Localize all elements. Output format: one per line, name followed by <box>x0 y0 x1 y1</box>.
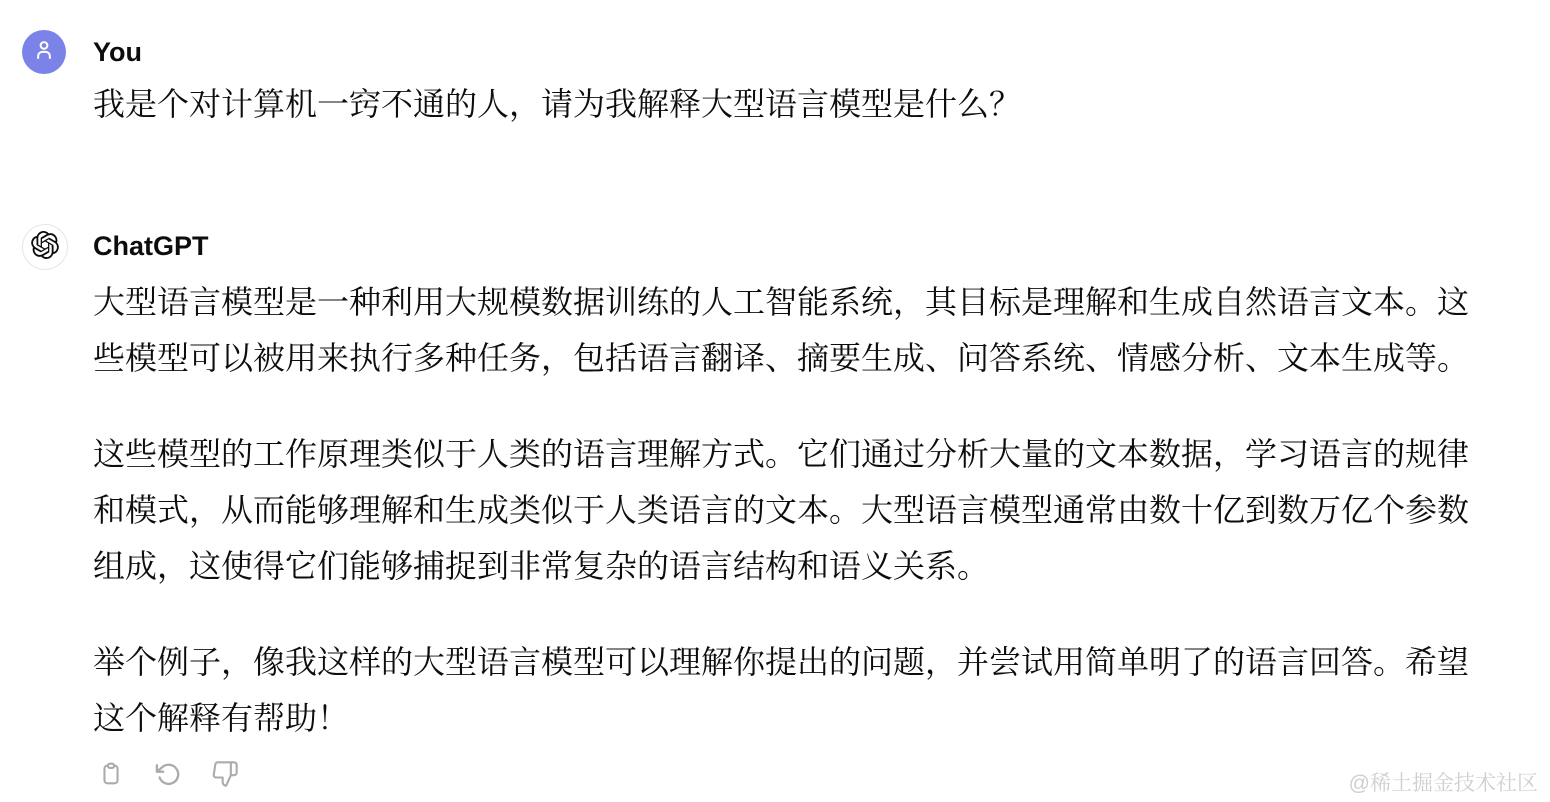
user-avatar <box>22 30 66 74</box>
regenerate-button[interactable] <box>152 758 184 790</box>
assistant-paragraph: 这些模型的工作原理类似于人类的语言理解方式。它们通过分析大量的文本数据，学习语言的规律和模式，从而能够理解和生成类似于人类语言的文本。大型语言模型通常由数十亿到数万亿个参数组成，这使得它们能够捕捉到非常复杂的语言结构和语义关系。 <box>93 436 1470 584</box>
assistant-paragraph: 大型语言模型是一种利用大规模数据训练的人工智能系统，其目标是理解和生成自然语言文本。这些模型可以被用来执行多种任务，包括语言翻译、摘要生成、问答系统、情感分析、文本生成等。 <box>93 284 1470 376</box>
user-message-content <box>93 36 1472 132</box>
openai-logo-icon <box>31 231 59 264</box>
watermark: @稀土掘金技术社区 <box>1348 772 1538 795</box>
thumbs-down-icon <box>211 760 239 788</box>
regenerate-icon <box>154 760 182 788</box>
assistant-message <box>22 224 1472 790</box>
person-icon <box>31 37 57 68</box>
chatgpt-avatar <box>22 224 68 270</box>
user-message <box>22 30 1472 132</box>
message-actions-toolbar <box>95 758 1472 790</box>
user-message-text: 我是个对计算机一窍不通的人，请为我解释大型语言模型是什么？ <box>93 86 1022 122</box>
assistant-message-content <box>93 230 1472 790</box>
clipboard-icon <box>97 760 125 788</box>
assistant-paragraph: 举个例子，像我这样的大型语言模型可以理解你提出的问题，并尝试用简单明了的语言回答。希望这个解释有帮助！ <box>93 644 1470 736</box>
assistant-message-author: ChatGPT <box>93 231 209 261</box>
user-message-author: You <box>93 37 142 67</box>
copy-button[interactable] <box>95 758 127 790</box>
bad-response-button[interactable] <box>209 758 241 790</box>
